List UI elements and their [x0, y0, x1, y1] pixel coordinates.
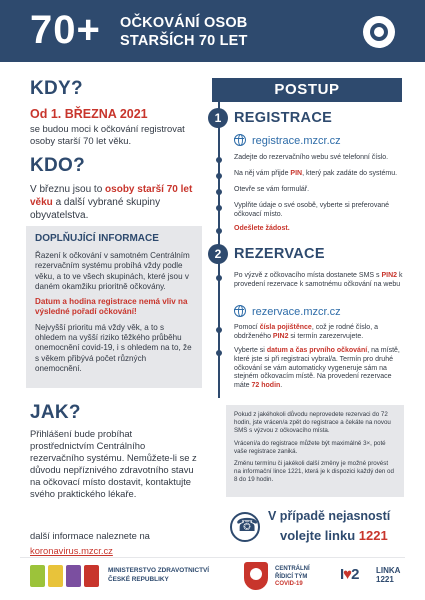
rez-step-1: Po výzvě z očkovacího místa dostanete SMS s PIN2 k provedení rezervace k samotnému očkování na webu — [234, 272, 403, 288]
phone-icon — [230, 512, 260, 542]
cta-line-1: V případě nejasností — [268, 509, 391, 523]
linka-1221: LINKA 1221 — [376, 566, 401, 584]
info-heading: DOPLŇUJÍCÍ INFORMACE — [35, 233, 159, 244]
reg-step-1: Zadejte do rezervačního webu své telefonní číslo. — [234, 154, 389, 161]
additional-info-box — [26, 226, 202, 388]
rez-step-2: Pomocí čísla pojištěnce, což je rodné číslo, a obdrženého PIN2 si termín zarezervujete. — [234, 324, 378, 340]
globe-icon — [234, 134, 246, 146]
kdy-text: se budou moci k očkování registrovat osoby starší 70 let věku. — [30, 123, 185, 146]
reg-step-3: Otevře se vám formulář. — [234, 186, 310, 193]
more-info-text: další informace naleznete na — [30, 530, 150, 541]
kdo-heading: KDO? — [30, 155, 86, 176]
target-icon — [363, 16, 395, 48]
ckt-crest-icon — [244, 562, 268, 590]
reg-step-5: Odešlete žádost. — [234, 225, 290, 232]
step-1-badge: 1 — [208, 108, 228, 128]
ministry-name: MINISTERSTVO ZDRAVOTNICTVÍ ČESKÉ REPUBLIKY — [108, 567, 210, 583]
rezervace-heading: REZERVACE — [234, 246, 325, 262]
note-p2: Vrácení/a do registrace můžete být maximálně 3×, poté vaše registrace zaniká. — [234, 439, 386, 455]
line-1221-logo: I♥2 — [340, 566, 359, 583]
koronavirus-link[interactable]: koronavirus.mzcr.cz — [30, 545, 113, 556]
rezervace-link[interactable]: rezervace.mzcr.cz — [234, 305, 341, 318]
central-team-name: CENTRÁLNÍ ŘÍDICÍ TÝM COVID-19 — [275, 566, 310, 587]
reg-step-2: Na něj vám přijde PIN, který pak zadáte do systému. — [234, 170, 398, 177]
jak-text: Přihlášení bude probíhat prostřednictvím Centrálního rezervačního systému. Nemůžete-li se z důvodu nepříznivého zdravotního stavu na očkovací místo dostavit, kontaktujte svého praktického lékaře. — [30, 428, 197, 499]
note-p1: Pokud z jakéhokoli důvodu neprovedete rezervaci do 72 hodin, jste vrácen/a zpět do registrace a čekáte na novou SMS s výzvou z očkovacího místa. — [234, 411, 391, 435]
postup-heading: POSTUP — [212, 78, 402, 102]
reg-step-4: Vyplňte údaje o své osobě, vyberte si preferované očkovací místo. — [234, 202, 390, 218]
step-2-badge: 2 — [208, 244, 228, 264]
info-p2: Datum a hodina registrace nemá vliv na výsledné pořadí očkování! — [35, 297, 188, 317]
header-banner — [0, 0, 425, 62]
kdy-date: Od 1. BŘEZNA 2021 — [30, 107, 148, 121]
cta-line-2[interactable]: volejte linku 1221 — [280, 528, 388, 543]
info-p3: Nejvyšší prioritu má vždy věk, a to s ohledem na vyšší riziko těžkého průběhu onemocnění covid-19, i s ohledem na to, že s věkem přibývá počet různých onemocnění. — [35, 322, 192, 373]
globe-icon — [234, 305, 246, 317]
ministry-logo — [30, 565, 100, 587]
note-p3: Změnu termínu či jakékoli další změny je možné provést na informační lince 1221, která je k dispozici každý den od 8 do 19 hodin. — [234, 460, 394, 484]
kdo-text: V březnu jsou to osoby starší 70 let věku a další vybrané skupiny obyvatelstva. — [30, 184, 193, 221]
page-title: OČKOVÁNÍ OSOB STARŠÍCH 70 LET — [120, 15, 248, 49]
jak-heading: JAK? — [30, 402, 81, 423]
note-box — [226, 405, 404, 497]
registrace-heading: REGISTRACE — [234, 110, 333, 126]
info-p1: Řazení k očkování v samotném Centrálním rezervačním systému probíhá vždy podle věku, a to ve všech skupinách, které jsou v daném okamžiku prioritně očkovány. — [35, 251, 190, 291]
registrace-link[interactable]: registrace.mzcr.cz — [234, 134, 341, 147]
age-70-plus: 70+ — [30, 8, 101, 52]
kdy-heading: KDY? — [30, 78, 83, 99]
rez-step-3: Vyberte si datum a čas prvního očkování, na místě, které jste si při registraci vybral/a. Termín pro druhé očkování se vám automaticky vygeneruje sám na stejném očkovacím místě. Na provedení rezervace máte 72 hodin. — [234, 347, 400, 390]
